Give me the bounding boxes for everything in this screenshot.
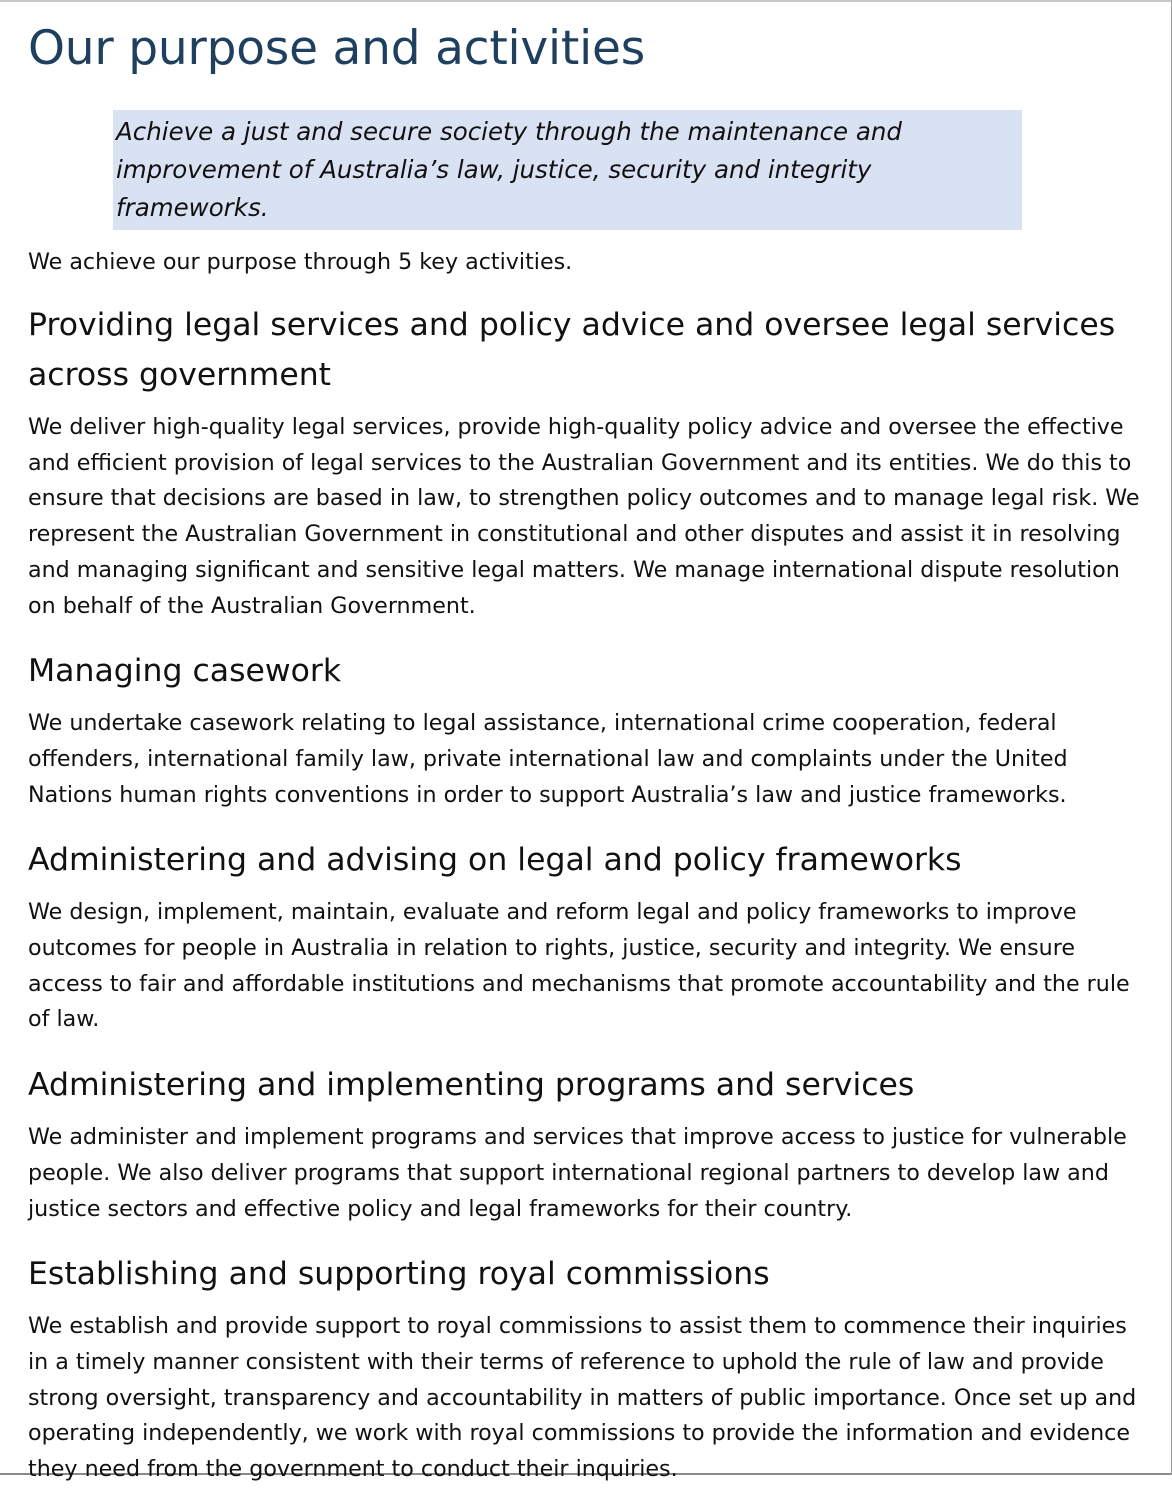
purpose-statement: Achieve a just and secure society through the maintenance and improvement of Australia’s law, justice, security and integrity frameworks. <box>113 110 1022 230</box>
section-body: We deliver high-quality legal services, provide high-quality policy advice and oversee the effective and efficient provision of legal services to the Australian Government and its entities. We do this to ensure that decisions are based in law, to strengthen policy outcomes and to manage legal risk. We represent the Australian Government in constitutional and other disputes and assist it in resolving and managing significant and sensitive legal matters. We manage international dispute resolution on behalf of the Australian Government. <box>28 414 1140 619</box>
section-body: We administer and implement programs and services that improve access to justice for vulnerable people. We also deliver programs that support international regional partners to develop law and justice sectors and effective policy and legal frameworks for their country. <box>28 1124 1127 1222</box>
document-page <box>28 2 1143 1488</box>
section-body: We design, implement, maintain, evaluate and reform legal and policy frameworks to improve outcomes for people in Australia in relation to rights, justice, security and integrity. We ensure access to fair and affordable institutions and mechanisms that promote accountability and the rule of law. <box>28 899 1130 1033</box>
section-casework <box>28 646 1143 813</box>
section-royal-commissions <box>28 1249 1143 1488</box>
section-body: We establish and provide support to royal commissions to assist them to commence their inquiries in a timely manner consistent with their terms of reference to uphold the rule of law and provide strong oversight, transparency and accountability in matters of public importance. Once set up and operating independently, we work with royal commissions to provide the information and evidence they need from the government to conduct their inquiries. <box>28 1313 1137 1483</box>
section-programs <box>28 1060 1143 1227</box>
section-heading: Providing legal services and policy advice and oversee legal services across government <box>28 307 1116 393</box>
intro-paragraph: We achieve our purpose through 5 key activities. <box>28 249 573 275</box>
section-heading: Administering and implementing programs and services <box>28 1067 915 1104</box>
section-body: We undertake casework relating to legal assistance, international crime cooperation, federal offenders, international family law, private international law and complaints under the United Nations human rights conventions in order to support Australia’s law and justice frameworks. <box>28 710 1068 808</box>
section-legal-services <box>28 300 1143 624</box>
section-heading: Administering and advising on legal and policy frameworks <box>28 842 962 879</box>
section-heading: Establishing and supporting royal commissions <box>28 1256 770 1293</box>
section-frameworks <box>28 835 1143 1038</box>
section-heading: Managing casework <box>28 653 342 690</box>
page-title: Our purpose and activities <box>28 21 645 76</box>
